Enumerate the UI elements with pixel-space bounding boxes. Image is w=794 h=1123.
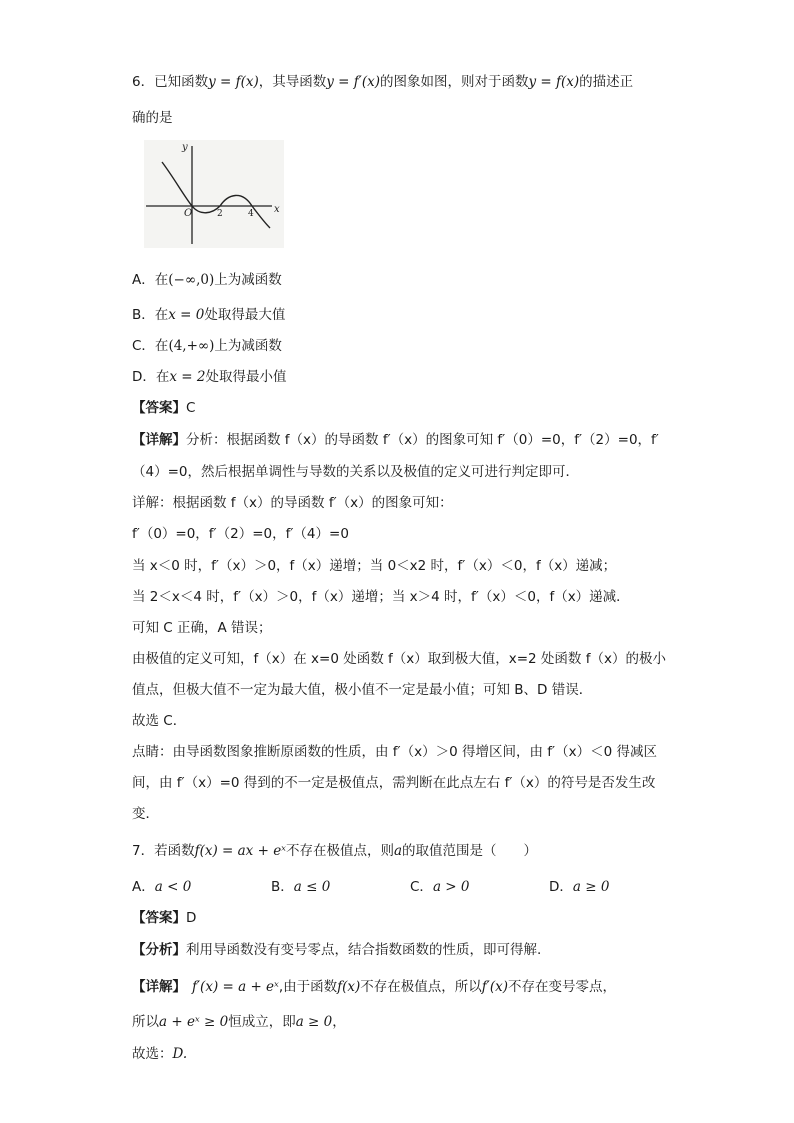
q6-answer [132, 398, 195, 418]
detail-math: f′(x) [481, 979, 508, 995]
graph-background [144, 140, 284, 248]
option-prefix: A． [132, 879, 155, 895]
answer-value: C [186, 400, 196, 416]
detail-text: ， [332, 1014, 346, 1030]
q6-detail-line: 间，由 f′（x）=0 得到的不一定是极值点，需判断在此点左右 f′（x）的符号是否发生改 [132, 775, 656, 791]
q6-detail-line: 由极值的定义可知，f（x）在 x=0 处函数 f（x）取到极大值，x=2 处函数 f（x）的极小 [132, 651, 666, 667]
q6-func-y-fx: y = f(x) [528, 74, 580, 90]
option-math: x = 2 [169, 369, 206, 385]
detail-text: 恒成立，即 [228, 1014, 296, 1030]
q6-detail-line: 点睛：由导函数图象推断原函数的性质，由 f′（x）＞0 得增区间，由 f′（x）＜0 得减区 [132, 744, 657, 760]
choose-answer: D. [172, 1046, 188, 1062]
q6-detail-line: 详解：根据函数 f（x）的导函数 f′（x）的图象可知： [132, 495, 453, 511]
q6-detail-line: 故选 C． [132, 713, 187, 729]
q6-func-y-fx: y = f(x) [208, 74, 259, 90]
q6-stem-line2: 确的是 [132, 110, 173, 126]
q7-stem-text: 不存在极值点，则 [285, 843, 394, 859]
detail-text: 所以 [132, 1014, 159, 1030]
option-prefix: B．在 [132, 307, 169, 323]
option-math: x = 0 [168, 307, 205, 323]
q6-stem-text: 的图象如图，则对于函数 [380, 74, 529, 90]
q7-answer [132, 908, 196, 928]
q6-analysis-line2: （4）=0，然后根据单调性与导数的关系以及极值的定义可进行判定即可． [132, 464, 579, 480]
q7-option-c[interactable] [410, 877, 469, 897]
q7-stem-text: 7．若函数 [132, 843, 195, 859]
analysis-tag: 【分析】 [132, 942, 186, 958]
option-prefix: D．在 [132, 369, 170, 385]
q7-option-b[interactable] [271, 877, 330, 897]
detail-math: a ≥ 0 [295, 1014, 333, 1030]
option-suffix: 处取得最小值 [205, 369, 287, 385]
detail-math: f(x) [337, 979, 361, 995]
analysis-text: 利用导函数没有变号零点，结合指数函数的性质，即可得解. [186, 942, 542, 958]
detail-tag: 【详解】 [132, 979, 186, 995]
answer-tag: 【答案】 [132, 910, 186, 926]
q6-stem-text: 的描述正 [579, 74, 634, 90]
q6-detail-line: 当 2＜x＜4 时，f′（x）＞0，f（x）递增；当 x＞4 时，f′（x）＜0，f（x）递减． [132, 589, 630, 605]
option-suffix: 上为减函数 [214, 272, 282, 288]
q6-stem-text: ，其导函数 [258, 74, 327, 90]
option-suffix: 处取得最大值 [204, 307, 286, 323]
option-math: (4,+∞) [168, 338, 215, 354]
q7-detail-line1 [132, 977, 616, 997]
detail-math: a + eˣ ≥ 0 [159, 1014, 229, 1030]
option-math: a ≤ 0 [293, 879, 331, 895]
origin-label: O [184, 208, 193, 219]
q7-var: a [393, 843, 403, 859]
q6-detail-line: 可知 C 正确，A 错误； [132, 620, 272, 636]
q6-func-derivative: y = f′(x) [326, 74, 380, 90]
detail-text: ,由于函数 [278, 979, 338, 995]
q6-stem-line1 [132, 72, 633, 92]
option-math: a ≥ 0 [572, 879, 610, 895]
choose-prefix: 故选： [132, 1046, 173, 1062]
q6-option-b[interactable] [132, 305, 285, 325]
q6-detail-line: f′（0）=0，f′（2）=0，f′（4）=0 [132, 526, 349, 542]
derivative-graph [144, 140, 284, 248]
option-suffix: 上为减函数 [214, 338, 282, 354]
q7-option-d[interactable] [549, 877, 609, 897]
detail-math: f′(x) = a + eˣ [192, 979, 279, 995]
q7-analysis [132, 940, 541, 960]
q6-option-a[interactable] [132, 270, 282, 290]
q6-detail-line: 当 x＜0 时，f′（x）＞0，f（x）递增；当 0＜x2 时，f′（x）＜0，f（x）递减； [132, 558, 617, 574]
option-math: a > 0 [432, 879, 470, 895]
option-prefix: D． [549, 879, 573, 895]
x-axis-label: x [274, 204, 280, 215]
q6-analysis-line1 [132, 430, 659, 450]
option-math: a < 0 [154, 879, 192, 895]
tick-label-4: 4 [248, 209, 254, 219]
option-prefix: A．在 [132, 272, 169, 288]
q6-option-c[interactable] [132, 336, 282, 356]
analysis-text: 分析：根据函数 f（x）的导函数 f′（x）的图象可知 f′（0）=0，f′（2）=0，f′ [186, 432, 659, 448]
detail-tag: 【详解】 [132, 432, 186, 448]
option-prefix: C． [410, 879, 433, 895]
q6-detail-line: 变． [132, 806, 159, 822]
q7-choose [132, 1044, 187, 1064]
y-axis-label: y [182, 142, 188, 153]
tick-label-2: 2 [217, 209, 223, 219]
q7-stem-text: 的取值范围是（ ） [402, 843, 538, 859]
q7-detail-line2 [132, 1012, 346, 1032]
q6-detail-line: 值点，但极大值不一定为最大值，极小值不一定是最小值；可知 B、D 错误． [132, 682, 593, 698]
q6-option-d[interactable] [132, 367, 287, 387]
q6-stem-text: 6．已知函数 [132, 74, 209, 90]
q7-stem [132, 841, 537, 861]
q7-func: f(x) = ax + eˣ [194, 843, 286, 859]
q7-option-a[interactable] [132, 877, 191, 897]
detail-text: 不存在极值点，所以 [360, 979, 482, 995]
option-prefix: B． [271, 879, 294, 895]
option-prefix: C．在 [132, 338, 169, 354]
answer-tag: 【答案】 [132, 400, 186, 416]
answer-value: D [186, 910, 197, 926]
option-math: (−∞,0) [168, 272, 215, 288]
detail-text: 不存在变号零点， [508, 979, 616, 995]
